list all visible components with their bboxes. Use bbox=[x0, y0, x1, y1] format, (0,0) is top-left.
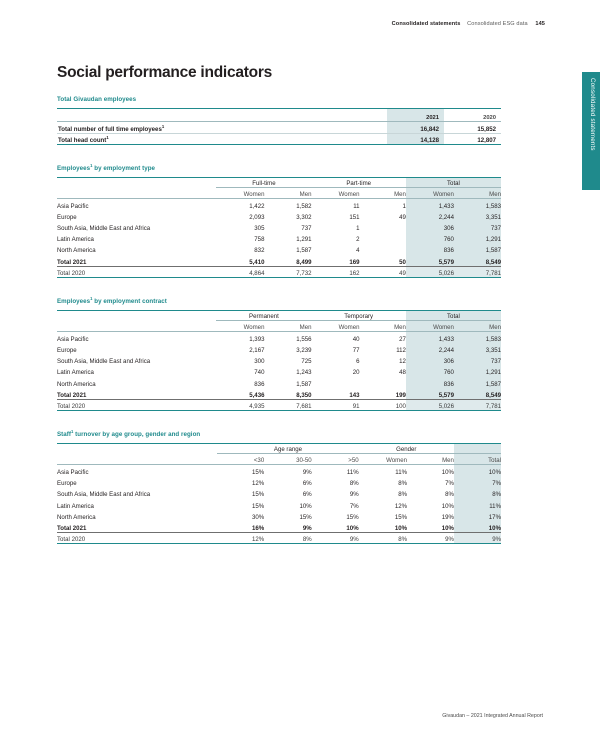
cell-value: 8,549 bbox=[454, 388, 501, 400]
cell-value: 2 bbox=[356, 236, 360, 244]
cell-value: 30% bbox=[252, 513, 265, 521]
cell-value: 17% bbox=[454, 510, 501, 521]
cell-value: 305 bbox=[254, 225, 265, 233]
row-label: South Asia, Middle East and Africa bbox=[57, 358, 151, 366]
cell-value: 300 bbox=[254, 358, 265, 366]
row-label: South Asia, Middle East and Africa bbox=[57, 491, 151, 499]
cell-value: 48 bbox=[399, 369, 406, 377]
cell-value: 1,433 bbox=[406, 332, 454, 343]
group-header-full-time: Full-time bbox=[216, 178, 311, 188]
cell-value: 1,582 bbox=[296, 202, 312, 210]
subheader-women: Women bbox=[406, 321, 454, 332]
cell-value: 10% bbox=[454, 465, 501, 476]
cell-value: 11% bbox=[395, 468, 408, 476]
cell-value: 5,410 bbox=[216, 254, 264, 266]
group-header-total: Total bbox=[406, 311, 501, 321]
cell-value: 1,422 bbox=[249, 202, 265, 210]
cell-value: 1,583 bbox=[454, 199, 501, 210]
cell-value: 1,393 bbox=[249, 335, 265, 343]
table-row bbox=[57, 487, 501, 498]
cell-value: 6% bbox=[302, 480, 312, 488]
subheader-women: Women bbox=[216, 321, 264, 332]
table-previous-year-row bbox=[57, 399, 501, 411]
cell-value bbox=[311, 376, 359, 387]
cell-value: 8% bbox=[359, 532, 407, 544]
cell-value: 40 bbox=[352, 335, 360, 343]
cell-value: 10% bbox=[359, 521, 407, 533]
cell-value: 6 bbox=[356, 358, 360, 366]
cell-value: 7,781 bbox=[454, 399, 501, 411]
cell-value: 15% bbox=[252, 468, 265, 476]
row-label: Asia Pacific bbox=[57, 468, 89, 476]
cell-value: 15% bbox=[394, 513, 408, 521]
cell-value: 10% bbox=[441, 468, 454, 476]
section-title-total-employees: Total Givaudan employees bbox=[57, 96, 137, 103]
cell-value: 4,864 bbox=[216, 266, 264, 278]
row-label: Total 2021 bbox=[57, 521, 217, 533]
cell-value: 7,732 bbox=[264, 266, 311, 278]
subheader-women: Women bbox=[406, 188, 454, 199]
cell-value: 9% bbox=[349, 491, 359, 499]
row-label: Asia Pacific bbox=[57, 335, 89, 343]
cell-value: 306 bbox=[406, 354, 454, 365]
subheader-men: Men bbox=[454, 321, 501, 332]
section-title-staff-turnover: Staff$^1$ turnover by age group, gender and region bbox=[57, 429, 201, 439]
subheader-men: Men bbox=[360, 188, 406, 199]
cell-value: 8% bbox=[264, 532, 311, 544]
cell-value bbox=[360, 232, 406, 243]
cell-value: 1,587 bbox=[454, 243, 501, 254]
cell-value: 5,026 bbox=[406, 399, 454, 411]
cell-value: 737 bbox=[454, 354, 501, 365]
table-row bbox=[57, 122, 501, 134]
cell-value: 1,587 bbox=[296, 247, 312, 255]
cell-value: 740 bbox=[254, 369, 265, 377]
cell-value: 2,093 bbox=[249, 213, 265, 221]
cell-value: 12,807 bbox=[444, 133, 501, 145]
cell-value: 15% bbox=[252, 502, 265, 510]
cell-value: 4 bbox=[356, 247, 360, 255]
row-label: Europe bbox=[57, 347, 77, 354]
cell-value: 15,852 bbox=[444, 122, 501, 134]
cell-value: 14,128 bbox=[387, 133, 444, 145]
cell-value: 169 bbox=[311, 254, 359, 266]
cell-value: 7,781 bbox=[454, 266, 501, 278]
column-header-2021: 2021 bbox=[387, 109, 444, 122]
cell-value: 725 bbox=[301, 358, 312, 366]
cell-value: 6% bbox=[302, 491, 312, 499]
table-row bbox=[57, 365, 501, 376]
cell-value: 199 bbox=[360, 388, 406, 400]
cell-value: 4,935 bbox=[216, 399, 264, 411]
cell-value: 8% bbox=[398, 480, 408, 488]
row-label: Total 2021 bbox=[57, 254, 216, 266]
table-staff-turnover bbox=[57, 443, 501, 545]
running-header-subsection: Consolidated ESG data bbox=[467, 21, 528, 27]
cell-value: 3,351 bbox=[454, 210, 501, 221]
running-header-section: Consolidated statements bbox=[391, 21, 461, 27]
row-label: Total 2021 bbox=[57, 388, 216, 400]
cell-value: 1,291 bbox=[296, 236, 312, 244]
row-label: Asia Pacific bbox=[57, 202, 89, 210]
cell-value: 10% bbox=[441, 502, 454, 510]
group-header-total-blank bbox=[454, 444, 501, 454]
cell-value: 10% bbox=[454, 521, 501, 533]
cell-value: 1,291 bbox=[454, 232, 501, 243]
group-header-temporary: Temporary bbox=[311, 311, 405, 321]
cell-value: 12% bbox=[394, 502, 408, 510]
cell-value: 77 bbox=[352, 347, 360, 354]
cell-value: 162 bbox=[311, 266, 359, 278]
cell-value: 2,244 bbox=[406, 343, 454, 354]
cell-value: 12% bbox=[217, 532, 264, 544]
table-row bbox=[57, 354, 501, 365]
row-label: North America bbox=[57, 380, 96, 388]
group-header-age-range: Age range bbox=[217, 444, 358, 454]
cell-value: 8% bbox=[349, 480, 359, 488]
subheader-men: Men bbox=[360, 321, 406, 332]
cell-value: 10% bbox=[312, 521, 359, 533]
cell-value: 7% bbox=[349, 502, 359, 510]
row-label: North America bbox=[57, 247, 96, 255]
side-tab-consolidated-statements bbox=[582, 72, 600, 190]
cell-value: 9% bbox=[302, 468, 312, 476]
table-total-row bbox=[57, 388, 501, 400]
cell-value: 1,587 bbox=[454, 376, 501, 387]
table-subheader-row bbox=[57, 188, 501, 199]
cell-value: 2,167 bbox=[249, 347, 265, 354]
cell-value: 836 bbox=[254, 380, 265, 388]
footnote-marker: 1 bbox=[161, 123, 165, 129]
table-row bbox=[57, 232, 501, 243]
row-label: Latin America bbox=[57, 369, 94, 377]
cell-value: 11% bbox=[454, 498, 501, 509]
subheader-under-30: <30 bbox=[217, 454, 264, 465]
row-label: North America bbox=[57, 513, 96, 521]
cell-value: 10% bbox=[407, 521, 454, 533]
section-title-employment-contract: Employees$^1$ by employment contract bbox=[57, 296, 167, 306]
cell-value: 8% bbox=[454, 487, 501, 498]
column-header-2020: 2020 bbox=[444, 109, 501, 122]
cell-value: 1,587 bbox=[296, 380, 312, 388]
cell-value: 143 bbox=[311, 388, 359, 400]
row-label: Europe bbox=[57, 480, 77, 488]
subheader-women: Women bbox=[311, 321, 359, 332]
subheader-men: Men bbox=[264, 321, 311, 332]
page-title: Social performance indicators bbox=[57, 64, 272, 81]
cell-value bbox=[360, 243, 406, 254]
cell-value: 1,291 bbox=[454, 365, 501, 376]
row-label: Total 2020 bbox=[57, 399, 216, 411]
table-subheader-row bbox=[57, 454, 501, 465]
row-label: Latin America bbox=[57, 502, 94, 510]
subheader-over-50: >50 bbox=[312, 454, 359, 465]
cell-value: 91 bbox=[311, 399, 359, 411]
section-title-employment-type: Employees$^1$ by employment type bbox=[57, 162, 156, 172]
cell-value: 20 bbox=[352, 369, 360, 377]
cell-value: 8,350 bbox=[264, 388, 311, 400]
group-header-gender: Gender bbox=[359, 444, 454, 454]
table-row bbox=[57, 343, 501, 354]
subheader-women: Women bbox=[311, 188, 359, 199]
cell-value: 3,351 bbox=[454, 343, 501, 354]
cell-value: 8% bbox=[398, 491, 408, 499]
cell-value: 19% bbox=[441, 513, 454, 521]
group-header-total: Total bbox=[406, 178, 501, 188]
table-header-row bbox=[57, 109, 501, 122]
cell-value: 737 bbox=[454, 221, 501, 232]
cell-value: 836 bbox=[406, 376, 454, 387]
cell-value: 3,302 bbox=[296, 213, 312, 221]
cell-value: 49 bbox=[360, 266, 406, 278]
cell-value: 100 bbox=[360, 399, 406, 411]
cell-value: 1 bbox=[356, 225, 360, 233]
cell-value: 12% bbox=[252, 480, 265, 488]
cell-value: 1,583 bbox=[454, 332, 501, 343]
table-row bbox=[57, 221, 501, 232]
cell-value: 8% bbox=[445, 491, 454, 499]
cell-value: 9% bbox=[264, 521, 311, 533]
cell-value: 836 bbox=[406, 243, 454, 254]
cell-value: 9% bbox=[407, 532, 454, 544]
cell-value: 1,556 bbox=[296, 335, 312, 343]
subheader-men: Men bbox=[454, 188, 501, 199]
row-label: Total head count$^1$ bbox=[57, 133, 387, 145]
table-row bbox=[57, 510, 501, 521]
cell-value: 1 bbox=[402, 202, 406, 210]
cell-value: 9% bbox=[312, 532, 359, 544]
cell-value: 11% bbox=[346, 468, 359, 476]
table-row bbox=[57, 465, 501, 476]
row-label: South Asia, Middle East and Africa bbox=[57, 225, 151, 233]
cell-value: 2,244 bbox=[406, 210, 454, 221]
cell-value: 7% bbox=[445, 480, 454, 488]
side-tab-label: Consolidated statements bbox=[588, 78, 596, 151]
cell-value: 5,579 bbox=[406, 254, 454, 266]
table-row bbox=[57, 210, 501, 221]
table-group-header-row bbox=[57, 311, 501, 321]
subheader-men: Men bbox=[264, 188, 311, 199]
subheader-30-50: 30-50 bbox=[264, 454, 311, 465]
cell-value: 8,549 bbox=[454, 254, 501, 266]
table-group-header-row bbox=[57, 178, 501, 188]
cell-value: 737 bbox=[301, 225, 312, 233]
cell-value: 5,436 bbox=[216, 388, 264, 400]
table-row bbox=[57, 133, 501, 145]
subheader-women: Women bbox=[359, 454, 407, 465]
cell-value: 9% bbox=[454, 532, 501, 544]
cell-value: 760 bbox=[406, 232, 454, 243]
row-label: Total 2020 bbox=[57, 532, 217, 544]
cell-value: 1,433 bbox=[406, 199, 454, 210]
table-group-header-row bbox=[57, 444, 501, 454]
page-content bbox=[57, 0, 501, 544]
row-label: Europe bbox=[57, 213, 77, 221]
cell-value: 758 bbox=[254, 236, 265, 244]
table-subheader-row bbox=[57, 321, 501, 332]
row-label: Latin America bbox=[57, 236, 94, 244]
subheader-women: Women bbox=[216, 188, 264, 199]
table-row bbox=[57, 498, 501, 509]
cell-value: 16% bbox=[217, 521, 264, 533]
table-row bbox=[57, 332, 501, 343]
cell-value: 8,499 bbox=[264, 254, 311, 266]
table-row bbox=[57, 199, 501, 210]
cell-value: 15% bbox=[299, 513, 312, 521]
cell-value: 15% bbox=[346, 513, 359, 521]
page-footer: Givaudan – 2021 Integrated Annual Report bbox=[442, 713, 543, 719]
cell-value bbox=[360, 376, 406, 387]
cell-value: 16,842 bbox=[387, 122, 444, 134]
cell-value: 5,026 bbox=[406, 266, 454, 278]
cell-value bbox=[360, 221, 406, 232]
cell-value: 112 bbox=[396, 347, 406, 354]
cell-value: 760 bbox=[406, 365, 454, 376]
table-total-givaudan-employees bbox=[57, 108, 501, 146]
cell-value: 15% bbox=[252, 491, 265, 499]
table-total-row bbox=[57, 254, 501, 266]
table-row bbox=[57, 376, 501, 387]
table-employees-by-employment-type bbox=[57, 177, 501, 279]
row-label: Total number of full time employees$^1$ bbox=[57, 122, 387, 134]
row-label: Total 2020 bbox=[57, 266, 216, 278]
subheader-total: Total bbox=[454, 454, 501, 465]
page-number: 145 bbox=[535, 21, 545, 27]
cell-value: 49 bbox=[399, 213, 406, 221]
cell-value: 7,681 bbox=[264, 399, 311, 411]
cell-value: 12 bbox=[399, 358, 406, 366]
cell-value: 10% bbox=[299, 502, 312, 510]
cell-value: 7% bbox=[454, 476, 501, 487]
cell-value: 27 bbox=[399, 335, 406, 343]
cell-value: 1,243 bbox=[296, 369, 312, 377]
cell-value: 11 bbox=[353, 202, 360, 210]
table-employees-by-employment-contract bbox=[57, 310, 501, 412]
cell-value: 50 bbox=[360, 254, 406, 266]
table-previous-year-row bbox=[57, 266, 501, 278]
subheader-men: Men bbox=[407, 454, 454, 465]
cell-value: 151 bbox=[349, 213, 360, 221]
cell-value: 306 bbox=[406, 221, 454, 232]
table-row bbox=[57, 476, 501, 487]
footnote-marker: 1 bbox=[106, 134, 109, 140]
cell-value: 5,579 bbox=[406, 388, 454, 400]
table-previous-year-row bbox=[57, 532, 501, 544]
table-row bbox=[57, 243, 501, 254]
group-header-permanent: Permanent bbox=[216, 311, 311, 321]
group-header-part-time: Part-time bbox=[311, 178, 405, 188]
cell-value: 3,239 bbox=[296, 347, 312, 354]
cell-value: 832 bbox=[254, 247, 265, 255]
table-total-row bbox=[57, 521, 501, 533]
